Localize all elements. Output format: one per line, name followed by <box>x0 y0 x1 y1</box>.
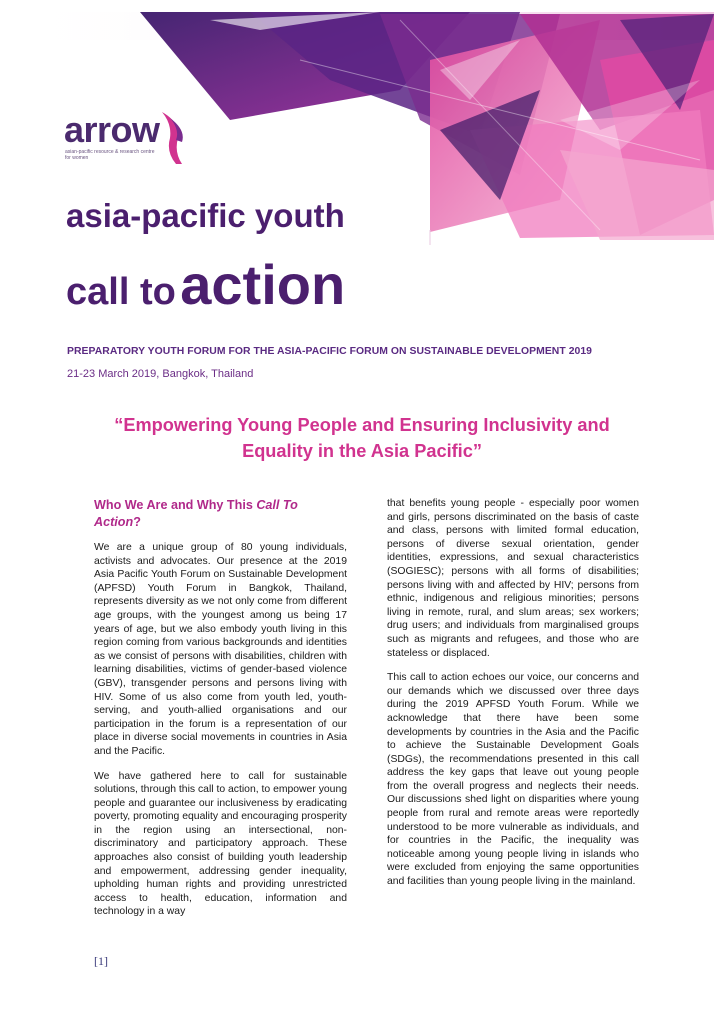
date-location: 21-23 March 2019, Bangkok, Thailand <box>67 368 254 380</box>
paragraph-left-1: We are a unique group of 80 young individuals, activists and advocates. Our presence at the 2019 Asia Pacific Youth Forum on Sustainable Development (APFSD) Youth Forum in Bangkok, Thailand, represents diversity as we not only come from different age groups, with the youngest among us being 17 years of age, but we also embody youth living in this region coming from various backgrounds and identities as we consist of persons with disabilities, children with learning disabilities, victims of gender-based violence (GBV), transgender persons and persons living with HIV. Some of us also come from youth led, youth-serving, and youth-allied organisations and our participation in the forum is a representation of our place in diverse social movements in countries in Asia and the Pacific. <box>94 542 347 757</box>
logo-tagline: asian-pacific resource & research centre for women <box>65 149 155 161</box>
paragraph-left-2: We have gathered here to call for sustainable solutions, through this call to action, to empower young people and guarantee our inclusiveness by eradicating poverty, promoting equality and encouraging prosperity in the region using an intersectional, non-discriminatory and participatory approach. These approaches also consist of building youth leadership and empowerment, addressing gender inequality, upholding human rights and providing unrestricted access to health, education, information and technology in a way <box>94 770 347 918</box>
quote-line2: Equality in the Asia Pacific” <box>242 441 482 461</box>
logo-arrow-icon <box>156 108 190 168</box>
logo-wordmark: arrow <box>64 109 160 150</box>
left-column <box>94 497 347 930</box>
section-heading <box>94 497 347 531</box>
forum-subtitle: PREPARATORY YOUTH FORUM FOR THE ASIA-PACIFIC FORUM ON SUSTAINABLE DEVELOPMENT 2019 <box>67 346 593 357</box>
heading-italic: Call To Action <box>94 498 298 529</box>
page-title-line2 <box>66 250 345 335</box>
right-column <box>387 497 639 900</box>
paragraph-right-1: that benefits young people - especially poor women and girls, persons discriminated on the basis of caste and class, persons with limited formal education, persons of diverse sexual orientation, gender identities, expressions, and sexual characteristics (SOGIESC); persons with all forms of disabilities; persons living with and affected by HIV; persons from ethnic, indigenous and religious minorities; persons living in remote, rural, and slum areas; sex workers; drug users; and individuals from marginalised groups such as migrants and refugees, and those who are stateless or displaced. <box>387 498 639 659</box>
title-call-to: call to <box>66 271 176 313</box>
heading-plain: Who We Are and Why This <box>94 498 257 512</box>
paragraph-right-2: This call to action echoes our voice, our concerns and our demands which we discussed over three days during the 2019 APFSD Youth Forum. While we acknowledge that there have been some developments by countries in the Asia and the Pacific to achieve the Sustainable Development Goals (SDGs), the recommendations presented in this call address the key gaps that leave out young people from the overall progress and neglects their needs. Our discussions shed light on disparities where young people from rural and remote areas were reportedly understood to be more vulnerable as individuals, and for countries in the Pacific, the inequality was noticeable among young people living in islands who were excluded from enjoying the same opportunities and facilities than young people living in the mainland. <box>387 672 639 888</box>
heading-end: ? <box>133 515 141 529</box>
theme-quote <box>60 412 664 464</box>
page-title-line1: asia-pacific youth <box>66 197 345 234</box>
quote-line1: “Empowering Young People and Ensuring Inclusivity and <box>114 415 610 435</box>
page-number: [1] <box>94 954 108 968</box>
arrow-logo <box>64 108 204 168</box>
title-action: action <box>180 253 346 316</box>
